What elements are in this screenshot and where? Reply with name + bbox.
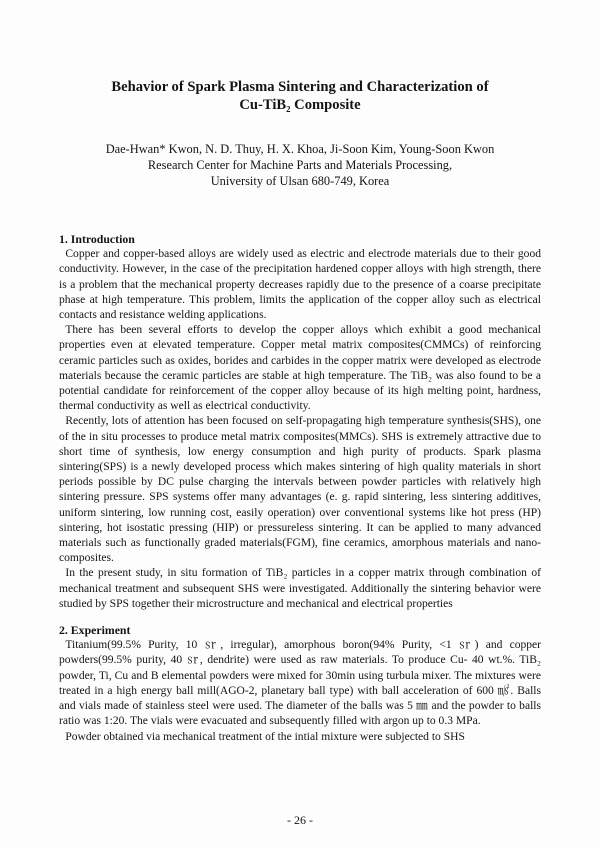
page-number: - 26 - [287, 813, 313, 827]
paper-body [59, 232, 541, 745]
body-paragraph: Copper and copper-based alloys are widely used as electric and electrode materials due to their good conductivity. However, in the case of the precipitation hardened copper alloys with high strength, there is a problem that the mechanical property decreases rapidly due to the presence of a coarse precipitate phase at high temperature. This problem, limits the application of the copper alloy such as electrical contacts and resistance welding applications. [59, 248, 541, 322]
title-line-2: Cu-TiB₂ Composite [239, 97, 361, 113]
body-paragraph: Titanium(99.5% Purity, 10 ㏛, irregular), amorphous boron(94% Purity, <1 ㏛) and copper powders(99.5% purity, 40 ㏛, dendrite) were used as raw materials. To produce Cu- 40 wt.%. TiB₂ powder, Ti, Cu and B elemental powders were mixed for 30min using turbula mixer. The mixtures were treated in a high energy ball mill(AGO-2, planetary ball type) with ball acceleration of 600 ㎨. Balls and vials made of stainless steel were used. The diameter of the balls was 5 ㎜ and the powder to balls ratio was 1:20. The vials were evacuated and subsequently filled with argon up to 0.3 MPa. [59, 639, 541, 728]
affiliation-line-1: Research Center for Machine Parts and Materials Processing, [147, 158, 453, 172]
section-heading-experiment: 2. Experiment [59, 623, 131, 638]
body-paragraph: There has been several efforts to develop the copper alloys which exhibit a good mechanical properties even at elevated temperature. Copper metal matrix composites(CMMCs) of reinforcing ceramic particles such as oxides, borides and carbides in the copper matrix were developed as electrode materials because the ceramic particles are stable at high temperature. The TiB₂ was also found to be a potential candidate for reinforcement of the copper alloy because of its high melting point, hardness, thermal conductivity as well as electrical conductivity. [59, 324, 541, 413]
author-list: Dae-Hwan* Kwon, N. D. Thuy, H. X. Khoa, Ji-Soon Kim, Young-Soon Kwon [105, 142, 495, 156]
title-line-1: Behavior of Spark Plasma Sintering and Characterization of [111, 79, 489, 95]
body-paragraph: Powder obtained via mechanical treatment of the intial mixture were subjected to SHS [65, 730, 465, 743]
body-paragraph: Recently, lots of attention has been focused on self-propagating high temperature synthesis(SHS), one of the in situ processes to produce metal matrix composites(MMCs). SHS is extremely attractive due to short time of synthesis, low energy consumption and high purity of products. Spark plasma sintering(SPS) is a newly developed process which makes sintering of high quality materials in short periods possible by DC pulse charging the intervals between powder particles with relatively high sintering pressure. SPS systems offer many advantages (e. g. rapid sintering, less sintering additives, uniform sintering, low running cost, easily operation) over conventional systems like hot press (HP) sintering, hot isostatic pressing (HIP) or pressureless sintering. It can be applied to many advanced materials such as functionally graded materials(FGM), fine ceramics, amorphous materials and nano-composites. [59, 415, 541, 565]
affiliation-line-2: University of Ulsan 680-749, Korea [210, 174, 390, 188]
author-block [40, 141, 560, 189]
section-heading-introduction: 1. Introduction [59, 232, 135, 246]
paper-title [60, 78, 540, 114]
body-paragraph: In the present study, in situ formation of TiB₂ particles in a copper matrix through combination of mechanical treatment and subsequent SHS were investigated. Additionally the sintering behavior were studied by SPS together their microstructure and mechanical and electrical properties [59, 567, 541, 610]
